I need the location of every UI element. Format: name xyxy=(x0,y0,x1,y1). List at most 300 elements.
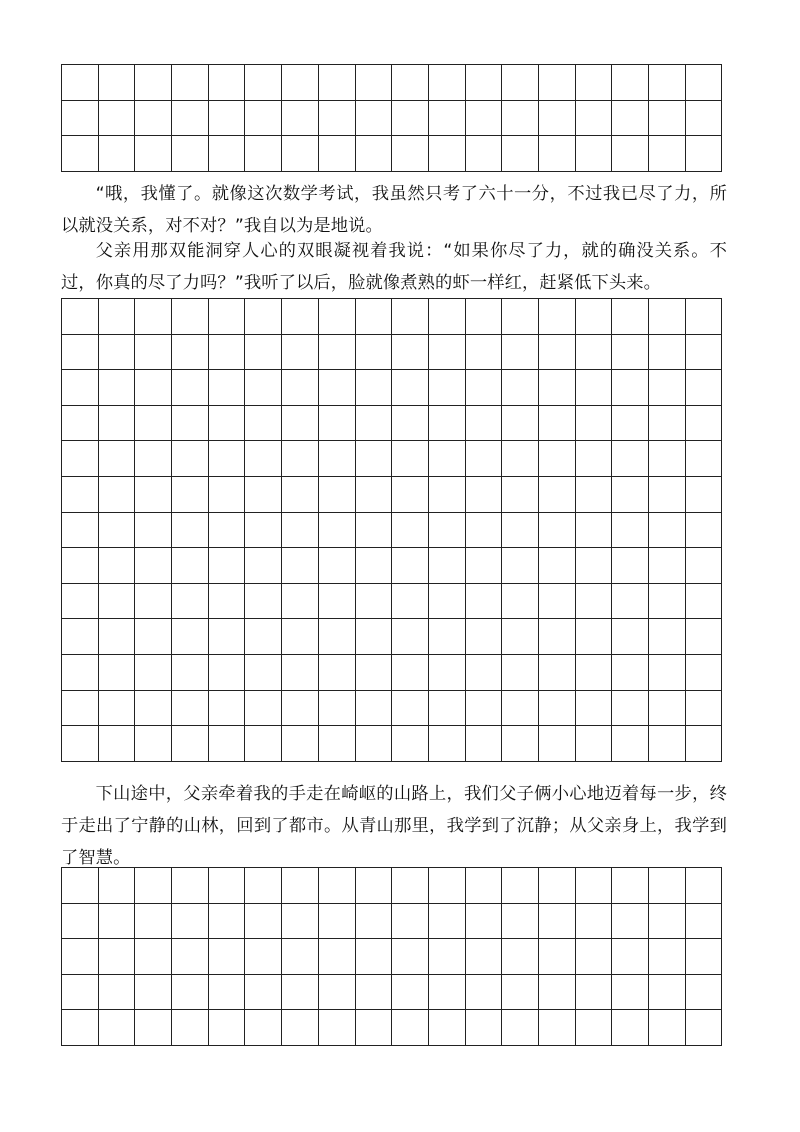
grid-cell xyxy=(429,65,466,101)
grid-cell xyxy=(319,335,356,371)
grid-cell xyxy=(466,726,503,762)
grid-cell xyxy=(62,370,99,406)
grid-cell xyxy=(576,691,613,727)
grid-cell xyxy=(502,548,539,584)
grid-cell xyxy=(319,441,356,477)
grid-cell xyxy=(686,868,723,904)
grid-cell xyxy=(649,513,686,549)
grid-cell xyxy=(172,441,209,477)
grid-cell xyxy=(209,65,246,101)
grid-cell xyxy=(319,904,356,940)
grid-cell xyxy=(466,65,503,101)
grid-cell xyxy=(392,335,429,371)
grid-cell xyxy=(282,691,319,727)
grid-cell xyxy=(172,584,209,620)
grid-cell xyxy=(612,548,649,584)
grid-cell xyxy=(392,726,429,762)
grid-cell xyxy=(686,477,723,513)
grid-cell xyxy=(612,655,649,691)
grid-cell xyxy=(209,1010,246,1046)
grid-cell xyxy=(319,1010,356,1046)
grid-cell xyxy=(135,299,172,335)
grid-cell xyxy=(576,299,613,335)
grid-cell xyxy=(466,548,503,584)
grid-cell xyxy=(576,335,613,371)
grid-cell xyxy=(62,939,99,975)
grid-cell xyxy=(319,406,356,442)
grid-cell xyxy=(649,691,686,727)
grid-cell xyxy=(502,370,539,406)
grid-cell xyxy=(319,584,356,620)
grid-cell xyxy=(539,726,576,762)
grid-cell xyxy=(612,726,649,762)
grid-cell xyxy=(356,619,393,655)
grid-cell xyxy=(135,1010,172,1046)
grid-cell xyxy=(172,548,209,584)
grid-cell xyxy=(245,904,282,940)
grid-cell xyxy=(502,939,539,975)
grid-cell xyxy=(466,335,503,371)
grid-cell xyxy=(209,136,246,172)
grid-cell xyxy=(135,548,172,584)
grid-cell xyxy=(209,726,246,762)
grid-cell xyxy=(649,65,686,101)
grid-cell xyxy=(576,904,613,940)
grid-cell xyxy=(392,548,429,584)
grid-cell xyxy=(686,101,723,137)
grid-cell xyxy=(502,655,539,691)
grid-cell xyxy=(649,370,686,406)
grid-cell xyxy=(172,975,209,1011)
grid-cell xyxy=(319,65,356,101)
grid-cell xyxy=(135,441,172,477)
grid-cell xyxy=(245,975,282,1011)
grid-cell xyxy=(649,477,686,513)
grid-cell xyxy=(209,584,246,620)
grid-cell xyxy=(99,101,136,137)
grid-cell xyxy=(539,619,576,655)
grid-cell xyxy=(99,335,136,371)
grid-cell xyxy=(466,406,503,442)
grid-cell xyxy=(62,584,99,620)
grid-cell xyxy=(612,335,649,371)
grid-cell xyxy=(576,584,613,620)
grid-cell xyxy=(99,65,136,101)
grid-cell xyxy=(172,939,209,975)
grid-cell xyxy=(466,584,503,620)
grid-cell xyxy=(209,477,246,513)
grid-cell xyxy=(466,299,503,335)
grid-cell xyxy=(649,335,686,371)
grid-cell xyxy=(172,868,209,904)
grid-cell xyxy=(135,335,172,371)
grid-cell xyxy=(99,691,136,727)
grid-cell xyxy=(62,441,99,477)
grid-cell xyxy=(502,619,539,655)
grid-cell xyxy=(539,335,576,371)
grid-cell xyxy=(576,477,613,513)
grid-cell xyxy=(686,1010,723,1046)
grid-cell xyxy=(62,299,99,335)
grid-cell xyxy=(356,868,393,904)
grid-cell xyxy=(576,513,613,549)
grid-cell xyxy=(172,477,209,513)
grid-cell xyxy=(62,548,99,584)
writing-grid-middle xyxy=(61,298,722,762)
grid-cell xyxy=(539,101,576,137)
grid-cell xyxy=(539,65,576,101)
grid-cell xyxy=(282,65,319,101)
grid-cell xyxy=(392,136,429,172)
grid-cell xyxy=(539,136,576,172)
grid-cell xyxy=(135,939,172,975)
grid-cell xyxy=(502,101,539,137)
grid-cell xyxy=(135,975,172,1011)
grid-cell xyxy=(172,65,209,101)
grid-cell xyxy=(245,299,282,335)
grid-cell xyxy=(209,101,246,137)
grid-cell xyxy=(356,406,393,442)
grid-cell xyxy=(686,939,723,975)
grid-cell xyxy=(245,513,282,549)
grid-cell xyxy=(429,1010,466,1046)
grid-cell xyxy=(686,65,723,101)
grid-cell xyxy=(392,513,429,549)
grid-cell xyxy=(282,477,319,513)
grid-cell xyxy=(356,101,393,137)
grid-cell xyxy=(539,655,576,691)
grid-cell xyxy=(539,513,576,549)
grid-cell xyxy=(319,726,356,762)
grid-cell xyxy=(99,584,136,620)
grid-cell xyxy=(62,335,99,371)
grid-cell xyxy=(649,101,686,137)
grid-cell xyxy=(99,1010,136,1046)
grid-cell xyxy=(99,868,136,904)
grid-cell xyxy=(282,370,319,406)
grid-cell xyxy=(99,975,136,1011)
grid-cell xyxy=(172,619,209,655)
grid-cell xyxy=(392,655,429,691)
grid-cell xyxy=(209,513,246,549)
grid-cell xyxy=(539,868,576,904)
grid-cell xyxy=(99,904,136,940)
grid-cell xyxy=(576,939,613,975)
grid-cell xyxy=(466,619,503,655)
grid-cell xyxy=(576,370,613,406)
grid-cell xyxy=(466,904,503,940)
grid-cell xyxy=(576,726,613,762)
grid-cell xyxy=(686,655,723,691)
grid-cell xyxy=(62,655,99,691)
grid-cell xyxy=(209,975,246,1011)
grid-cell xyxy=(209,406,246,442)
writing-grid-bottom xyxy=(61,867,722,1046)
grid-cell xyxy=(282,904,319,940)
grid-cell xyxy=(392,441,429,477)
grid-cell xyxy=(502,299,539,335)
grid-cell xyxy=(245,406,282,442)
grid-cell xyxy=(209,868,246,904)
grid-cell xyxy=(466,370,503,406)
grid-cell xyxy=(62,65,99,101)
grid-cell xyxy=(245,619,282,655)
grid-cell xyxy=(172,726,209,762)
grid-cell xyxy=(392,477,429,513)
grid-cell xyxy=(99,939,136,975)
grid-cell xyxy=(429,548,466,584)
grid-cell xyxy=(245,441,282,477)
grid-cell xyxy=(319,655,356,691)
grid-cell xyxy=(172,370,209,406)
grid-cell xyxy=(612,619,649,655)
grid-cell xyxy=(135,904,172,940)
grid-cell xyxy=(576,1010,613,1046)
grid-cell xyxy=(466,477,503,513)
grid-cell xyxy=(62,101,99,137)
grid-cell xyxy=(612,406,649,442)
grid-cell xyxy=(686,548,723,584)
grid-cell xyxy=(429,619,466,655)
grid-cell xyxy=(429,868,466,904)
grid-cell xyxy=(429,299,466,335)
grid-cell xyxy=(209,548,246,584)
grid-cell xyxy=(539,691,576,727)
paragraph-1: “哦，我懂了。就像这次数学考试，我虽然只考了六十一分，不过我已尽了力，所以就没关系，对不对？”我自以为是地说。 xyxy=(61,184,727,236)
grid-cell xyxy=(612,1010,649,1046)
grid-cell xyxy=(429,726,466,762)
grid-cell xyxy=(282,584,319,620)
grid-cell xyxy=(429,691,466,727)
grid-cell xyxy=(282,101,319,137)
grid-cell xyxy=(282,868,319,904)
grid-cell xyxy=(319,939,356,975)
grid-cell xyxy=(135,691,172,727)
grid-cell xyxy=(612,65,649,101)
grid-cell xyxy=(429,975,466,1011)
grid-cell xyxy=(649,939,686,975)
grid-cell xyxy=(135,406,172,442)
grid-cell xyxy=(245,370,282,406)
grid-cell xyxy=(319,513,356,549)
grid-cell xyxy=(245,1010,282,1046)
grid-cell xyxy=(172,513,209,549)
grid-cell xyxy=(392,939,429,975)
grid-cell xyxy=(319,477,356,513)
grid-cell xyxy=(209,939,246,975)
paragraph-2: 父亲用那双能洞穿人心的双眼凝视着我说：“如果你尽了力，就的确没关系。不过，你真的尽了力吗？”我听了以后，脸就像煮熟的虾一样红，赶紧低下头来。 xyxy=(61,241,727,293)
grid-cell xyxy=(356,441,393,477)
grid-cell xyxy=(172,904,209,940)
grid-cell xyxy=(356,655,393,691)
grid-cell xyxy=(466,691,503,727)
grid-cell xyxy=(502,726,539,762)
grid-cell xyxy=(282,299,319,335)
grid-cell xyxy=(62,868,99,904)
grid-cell xyxy=(245,136,282,172)
grid-cell xyxy=(576,975,613,1011)
grid-cell xyxy=(612,868,649,904)
grid-cell xyxy=(135,655,172,691)
grid-cell xyxy=(612,370,649,406)
grid-cell xyxy=(612,441,649,477)
grid-cell xyxy=(466,868,503,904)
grid-cell xyxy=(245,65,282,101)
grid-cell xyxy=(392,975,429,1011)
grid-cell xyxy=(135,477,172,513)
grid-cell xyxy=(392,299,429,335)
grid-cell xyxy=(502,584,539,620)
grid-cell xyxy=(539,406,576,442)
grid-cell xyxy=(282,939,319,975)
grid-cell xyxy=(135,101,172,137)
grid-cell xyxy=(429,136,466,172)
grid-cell xyxy=(466,655,503,691)
grid-cell xyxy=(356,975,393,1011)
grid-cell xyxy=(576,136,613,172)
grid-cell xyxy=(282,726,319,762)
grid-cell xyxy=(392,868,429,904)
grid-cell xyxy=(245,477,282,513)
grid-cell xyxy=(62,619,99,655)
grid-cell xyxy=(392,1010,429,1046)
grid-cell xyxy=(649,136,686,172)
grid-cell xyxy=(429,584,466,620)
grid-cell xyxy=(502,904,539,940)
grid-cell xyxy=(686,726,723,762)
grid-cell xyxy=(319,975,356,1011)
grid-cell xyxy=(502,975,539,1011)
grid-cell xyxy=(649,548,686,584)
grid-cell xyxy=(245,868,282,904)
grid-cell xyxy=(99,655,136,691)
grid-cell xyxy=(245,655,282,691)
grid-cell xyxy=(502,136,539,172)
grid-cell xyxy=(686,406,723,442)
grid-cell xyxy=(172,101,209,137)
grid-cell xyxy=(502,441,539,477)
grid-cell xyxy=(135,513,172,549)
grid-cell xyxy=(502,335,539,371)
grid-cell xyxy=(319,868,356,904)
grid-cell xyxy=(576,655,613,691)
grid-cell xyxy=(135,584,172,620)
grid-cell xyxy=(686,691,723,727)
grid-cell xyxy=(649,904,686,940)
grid-cell xyxy=(539,939,576,975)
grid-cell xyxy=(172,1010,209,1046)
grid-cell xyxy=(356,136,393,172)
grid-cell xyxy=(392,904,429,940)
grid-cell xyxy=(245,101,282,137)
grid-cell xyxy=(135,370,172,406)
grid-cell xyxy=(282,975,319,1011)
grid-cell xyxy=(649,584,686,620)
grid-cell xyxy=(319,691,356,727)
grid-cell xyxy=(576,406,613,442)
grid-cell xyxy=(209,691,246,727)
grid-cell xyxy=(356,1010,393,1046)
grid-cell xyxy=(612,584,649,620)
grid-cell xyxy=(576,101,613,137)
grid-cell xyxy=(245,939,282,975)
grid-cell xyxy=(649,655,686,691)
grid-cell xyxy=(62,513,99,549)
grid-cell xyxy=(576,619,613,655)
grid-cell xyxy=(539,477,576,513)
grid-cell xyxy=(429,513,466,549)
grid-cell xyxy=(99,548,136,584)
grid-cell xyxy=(429,477,466,513)
grid-cell xyxy=(356,299,393,335)
grid-cell xyxy=(466,1010,503,1046)
grid-cell xyxy=(282,136,319,172)
grid-cell xyxy=(392,370,429,406)
grid-cell xyxy=(245,584,282,620)
grid-cell xyxy=(282,548,319,584)
grid-cell xyxy=(282,441,319,477)
grid-cell xyxy=(62,1010,99,1046)
grid-cell xyxy=(62,691,99,727)
grid-cell xyxy=(209,335,246,371)
grid-cell xyxy=(99,406,136,442)
grid-cell xyxy=(612,975,649,1011)
grid-cell xyxy=(686,136,723,172)
grid-cell xyxy=(392,619,429,655)
grid-cell xyxy=(99,136,136,172)
grid-cell xyxy=(209,655,246,691)
grid-cell xyxy=(282,513,319,549)
grid-cell xyxy=(356,513,393,549)
grid-cell xyxy=(649,406,686,442)
grid-cell xyxy=(356,548,393,584)
grid-cell xyxy=(576,65,613,101)
grid-cell xyxy=(392,65,429,101)
grid-cell xyxy=(319,101,356,137)
grid-cell xyxy=(392,406,429,442)
grid-cell xyxy=(172,691,209,727)
grid-cell xyxy=(649,726,686,762)
grid-cell xyxy=(502,691,539,727)
grid-cell xyxy=(539,299,576,335)
grid-cell xyxy=(612,477,649,513)
grid-cell xyxy=(612,101,649,137)
grid-cell xyxy=(62,726,99,762)
grid-cell xyxy=(539,975,576,1011)
grid-cell xyxy=(686,370,723,406)
grid-cell xyxy=(172,299,209,335)
grid-cell xyxy=(612,299,649,335)
grid-cell xyxy=(172,655,209,691)
grid-cell xyxy=(502,513,539,549)
grid-cell xyxy=(649,441,686,477)
grid-cell xyxy=(209,904,246,940)
grid-cell xyxy=(502,1010,539,1046)
grid-cell xyxy=(612,939,649,975)
grid-cell xyxy=(686,975,723,1011)
grid-cell xyxy=(686,619,723,655)
grid-cell xyxy=(62,975,99,1011)
grid-cell xyxy=(429,101,466,137)
grid-cell xyxy=(686,441,723,477)
grid-cell xyxy=(466,975,503,1011)
grid-cell xyxy=(135,868,172,904)
grid-cell xyxy=(282,655,319,691)
grid-cell xyxy=(245,548,282,584)
grid-cell xyxy=(356,726,393,762)
grid-cell xyxy=(466,513,503,549)
grid-cell xyxy=(282,406,319,442)
